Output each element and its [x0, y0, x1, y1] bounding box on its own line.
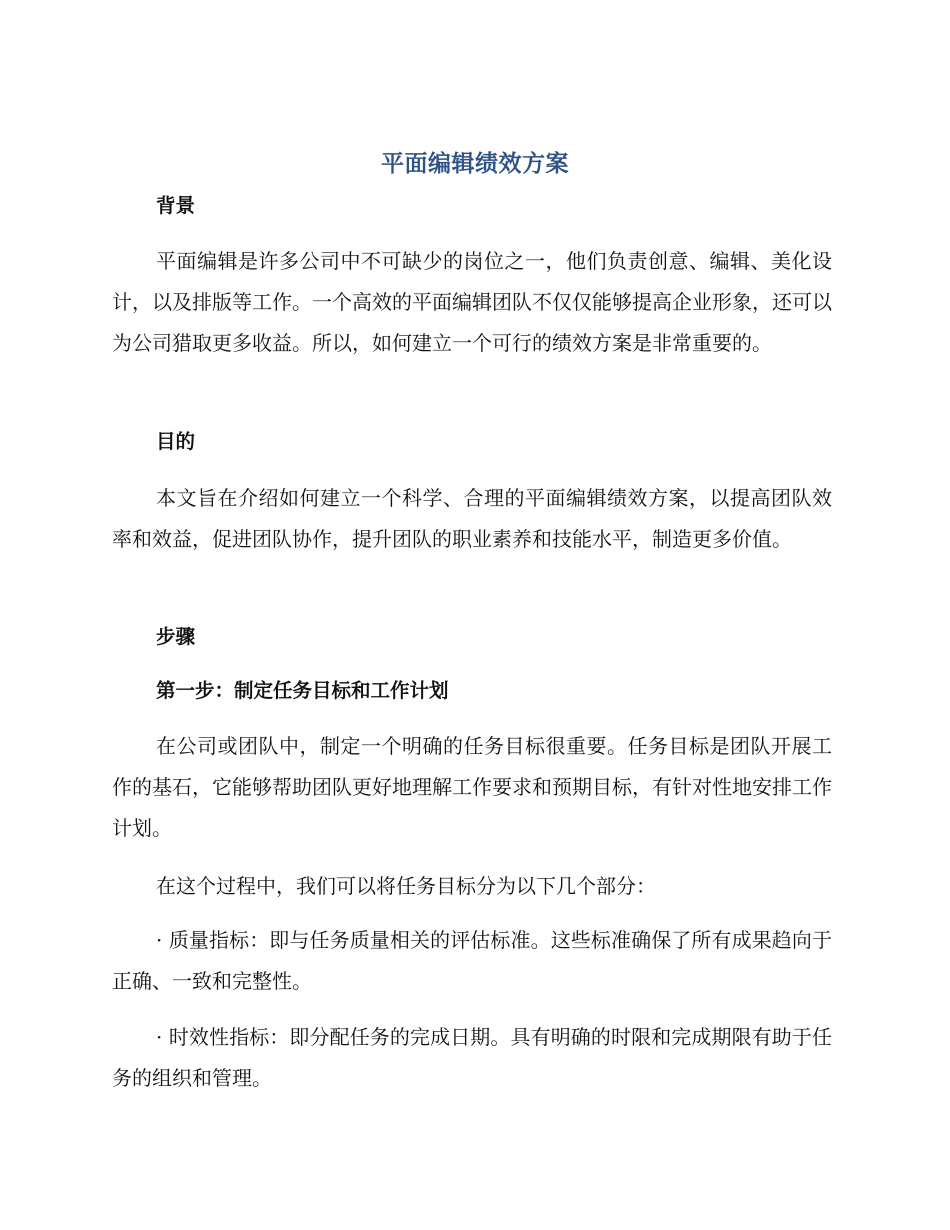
- document-title: 平面编辑绩效方案: [381, 151, 569, 177]
- section-heading-background: 背景: [156, 194, 196, 217]
- paragraph-purpose: 本文旨在介绍如何建立一个科学、合理的平面编辑绩效方案，以提高团队效率和效益，促进团队协作，提升团队的职业素养和技能水平，制造更多价值。: [112, 486, 832, 551]
- paragraph-step1-intro: 在这个过程中，我们可以将任务目标分为以下几个部分：: [156, 874, 656, 898]
- section-heading-steps: 步骤: [156, 625, 196, 648]
- bullet-quality-metrics: · 质量指标：即与任务质量相关的评估标准。这些标准确保了所有成果趋向于正确、一致和完整性。: [112, 928, 832, 993]
- paragraph-step1: 在公司或团队中，制定一个明确的任务目标很重要。任务目标是团队开展工作的基石，它能够帮助团队更好地理解工作要求和预期目标，有针对性地安排工作计划。: [112, 734, 832, 840]
- step1-heading: 第一步：制定任务目标和工作计划: [156, 679, 449, 702]
- paragraph-background: 平面编辑是许多公司中不可缺少的岗位之一，他们负责创意、编辑、美化设计，以及排版等工作。一个高效的平面编辑团队不仅仅能够提高企业形象，还可以为公司猎取更多收益。所以，如何建立一个可行的绩效方案是非常重要的。: [112, 249, 832, 355]
- bullet-timeliness-metrics: · 时效性指标：即分配任务的完成日期。具有明确的时限和完成期限有助于任务的组织和管理。: [112, 1025, 832, 1090]
- section-heading-purpose: 目的: [156, 430, 196, 453]
